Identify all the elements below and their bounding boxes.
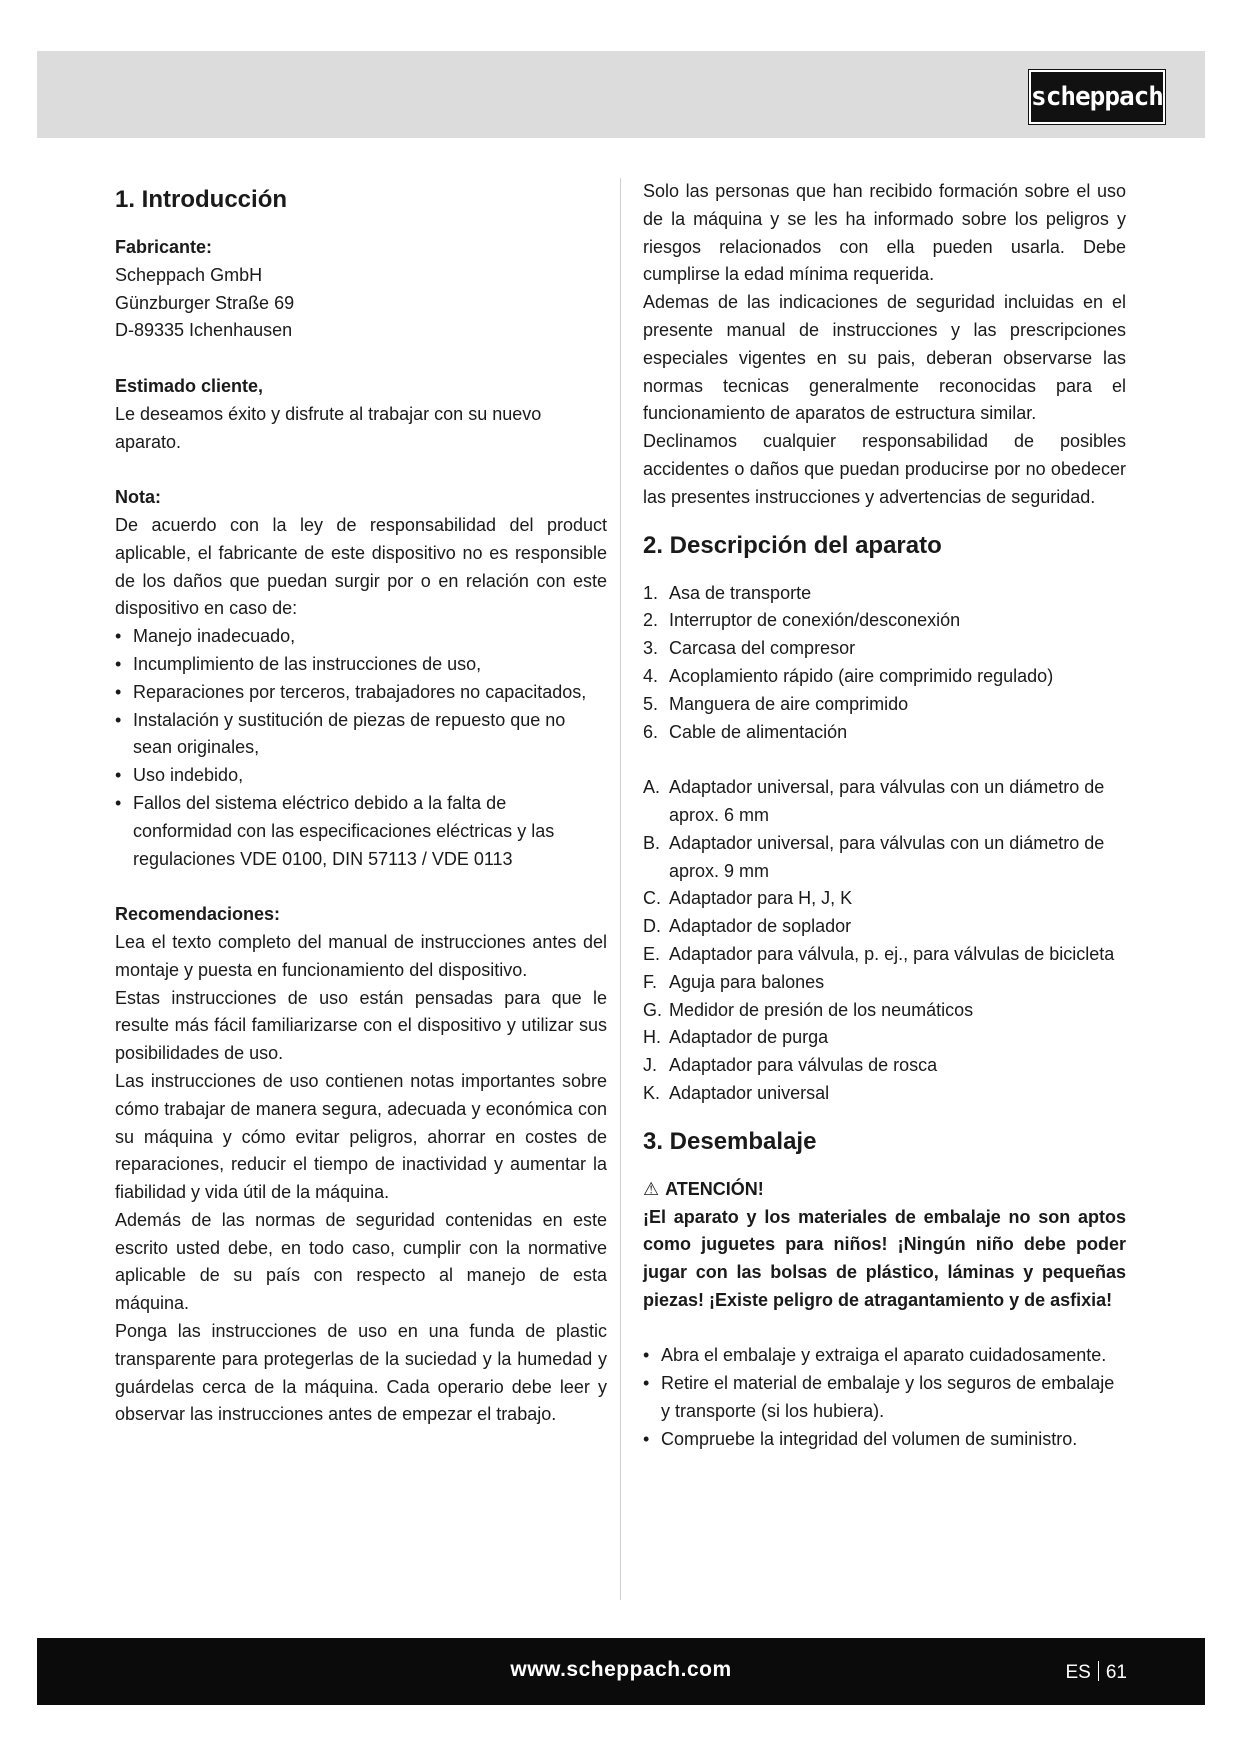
list-item: 4. Acoplamiento rápido (aire comprimido regulado) [643, 665, 1054, 686]
footer-band [37, 1638, 1205, 1705]
fabricante-line: D-89335 Ichenhausen [115, 320, 293, 341]
list-item: 2. Interruptor de conexión/desconexión [643, 610, 961, 631]
fabricante-label: Fabricante: [115, 237, 213, 257]
nota-text: De acuerdo con la ley de responsabilidad del product aplicable, el fabricante de este dispositivo no es responsible de los daños que puedan surgir por o en relación con este dispositivo en caso de: [115, 514, 607, 619]
brand-logo: scheppach [1029, 70, 1165, 124]
warning-title: ATENCIÓN! [665, 1178, 764, 1199]
recomendaciones-label: Recomendaciones: [115, 904, 281, 925]
parts-numbered-list [643, 580, 1126, 747]
cliente-text: Le deseamos éxito y disfrute al trabajar con su nuevo aparato. [115, 403, 542, 452]
list-item: J. Adaptador para válvulas de rosca [643, 1055, 938, 1076]
list-item: • Instalación y sustitución de piezas de repuesto que no sean originales, [115, 707, 607, 763]
warning-text: ¡El aparato y los materiales de embalaje no son aptos como juguetes para niños! ¡Ningún niño debe poder jugar con las bolsas de plástico, láminas y pequeñas piezas! ¡Existe peligro de atragantamiento y de asfixia! [643, 1206, 1126, 1310]
footer-website-link[interactable]: www.scheppach.com [510, 1658, 732, 1681]
list-item: 5. Manguera de aire comprimido [643, 693, 909, 714]
language-code: ES [1065, 1662, 1091, 1683]
list-item: H. Adaptador de purga [643, 1027, 829, 1048]
list-item: • Abra el embalaje y extraiga el aparato cuidadosamente. [643, 1342, 1126, 1370]
paragraph: Ademas de las indicaciones de seguridad incluidas en el presente manual de instrucciones y las prescripciones especiales vigentes en su pais, deberan observarse las normas tecnicas generalmente reconocidas para el funcionamiento de aparatos de estructura similar. [643, 292, 1126, 424]
list-item: K. Adaptador universal [643, 1082, 830, 1103]
right-column [643, 178, 1126, 1454]
section-title-descripcion: 2. Descripción del aparato [643, 531, 942, 559]
list-item: • Manejo inadecuado, [115, 623, 607, 651]
list-item: • Compruebe la integridad del volumen de suministro. [643, 1426, 1126, 1454]
list-item: D. Adaptador de soplador [643, 916, 852, 937]
list-item: E. Adaptador para válvula, p. ej., para válvulas de bicicleta [643, 943, 1115, 964]
unpack-bullet-list [643, 1342, 1126, 1453]
list-item: 1. Asa de transporte [643, 582, 812, 603]
list-item: • Incumplimiento de las instrucciones de uso, [115, 651, 607, 679]
list-item: • Fallos del sistema eléctrico debido a la falta de conformidad con las especificaciones eléctricas y las regulaciones VDE 0100, DIN 57113 / VDE 0113 [115, 790, 607, 873]
warning-heading [643, 1176, 1126, 1204]
paragraph: Lea el texto completo del manual de instrucciones antes del montaje y puesta en funcionamiento del dispositivo. [115, 931, 607, 980]
list-item: F. Aguja para balones [643, 971, 825, 992]
column-divider [620, 178, 621, 1600]
list-item: A. Adaptador universal, para válvulas con un diámetro de aprox. 6 mm [643, 777, 1105, 825]
section-title-introduccion: 1. Introducción [115, 186, 288, 213]
page-indicator [1066, 1661, 1128, 1684]
list-item: • Retire el material de embalaje y los seguros de embalaje y transporte (si los hubiera). [643, 1370, 1126, 1426]
paragraph: Además de las normas de seguridad contenidas en este escrito usted debe, en todo caso, cumplir con la normative aplicable de su país con respecto al manejo de esta máquina. [115, 1209, 607, 1314]
paragraph: Ponga las instrucciones de uso en una funda de plastic transparente para protegerlas de la suciedad y la humedad y guárdelas cerca de la máquina. Cada operario debe leer y observar las instrucciones antes de empezar el trabajo. [115, 1321, 607, 1425]
list-item: 6. Cable de alimentación [643, 721, 848, 742]
left-column [115, 178, 607, 1429]
warning-triangle-icon: ⚠ [643, 1178, 660, 1199]
list-item: 3. Carcasa del compresor [643, 638, 856, 659]
header-band [37, 51, 1205, 138]
list-item: G. Medidor de presión de los neumáticos [643, 999, 974, 1020]
section-title-desembalaje: 3. Desembalaje [643, 1127, 817, 1155]
paragraph: Declinamos cualquier responsabilidad de posibles accidentes o daños que puedan producirse por no obedecer las presentes instrucciones y advertencias de seguridad. [643, 431, 1126, 507]
list-item: C. Adaptador para H, J, K [643, 888, 853, 909]
paragraph: Estas instrucciones de uso están pensadas para que le resulte más fácil familiarizarse con el dispositivo y utilizar sus posibilidades de uso. [115, 987, 607, 1064]
nota-bullet-list [115, 623, 607, 873]
nota-label: Nota: [115, 487, 161, 508]
paragraph: Las instrucciones de uso contienen notas importantes sobre cómo trabajar de manera segura, adecuada y económica con su máquina y cómo evitar peligros, ahorrar en costes de reparaciones, reducir el tiempo de inactividad y aumentar la fiabilidad y vida útil de la máquina. [115, 1070, 607, 1203]
list-item: • Reparaciones por terceros, trabajadores no capacitados, [115, 679, 607, 707]
paragraph: Solo las personas que han recibido formación sobre el uso de la máquina y se les ha informado sobre los peligros y riesgos relacionados con ella pueden usarla. Debe cumplirse la edad mínima requerida. [643, 181, 1126, 285]
parts-lettered-list [643, 774, 1126, 1108]
list-item: B. Adaptador universal, para válvulas con un diámetro de aprox. 9 mm [643, 832, 1105, 881]
list-item: • Uso indebido, [115, 762, 607, 790]
fabricante-line: Scheppach GmbH [115, 264, 263, 285]
fabricante-line: Günzburger Straße 69 [115, 292, 295, 313]
page-number: 61 [1105, 1662, 1127, 1683]
cliente-label: Estimado cliente, [115, 375, 264, 396]
